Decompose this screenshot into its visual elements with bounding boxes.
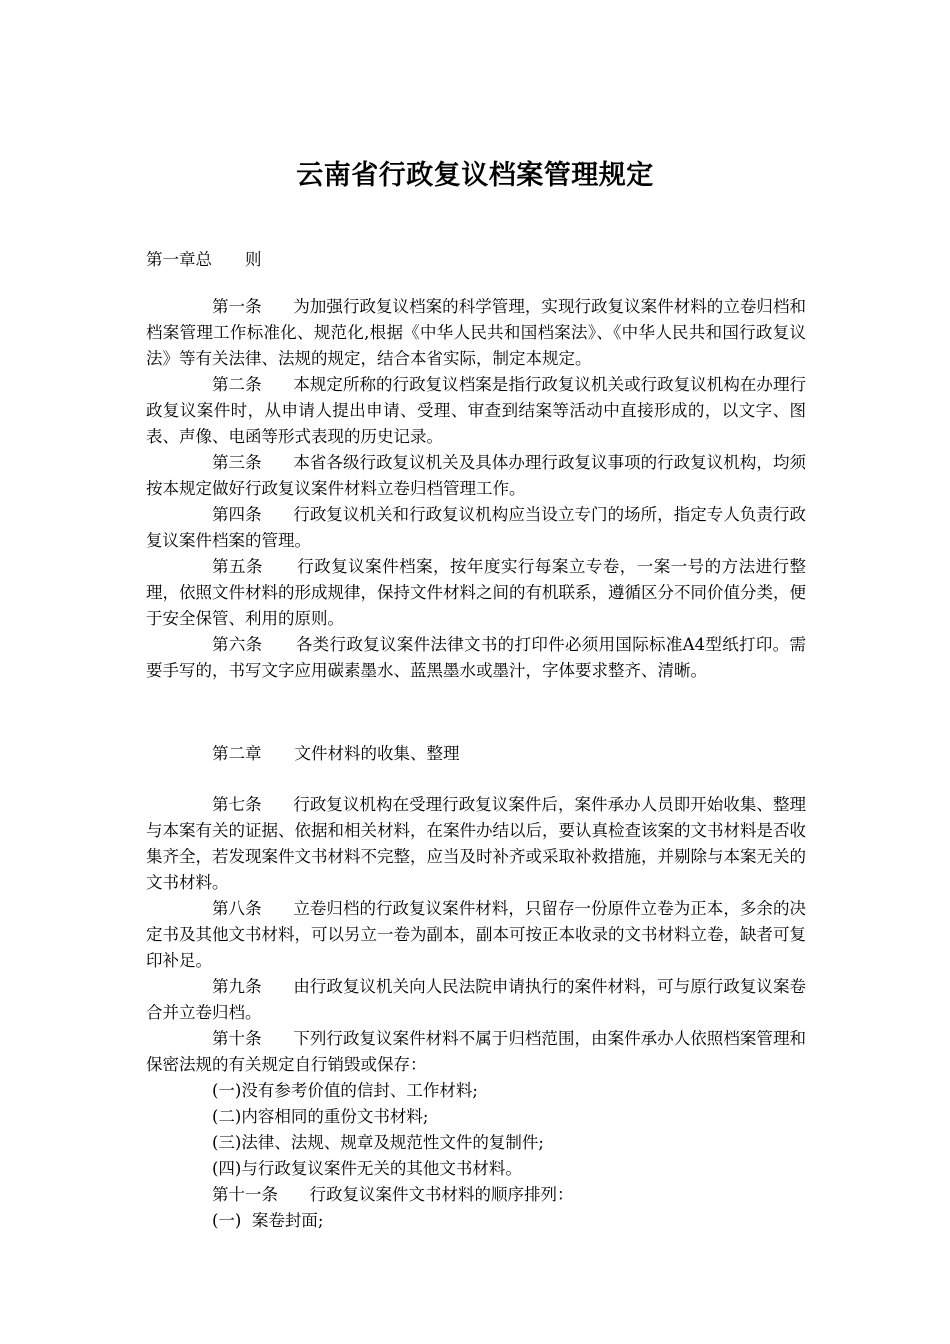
article-text: 下列行政复议案件材料不属于归档范围，由案件承办人依照档案管理和保密法规的有关规定自行销毁或保存： bbox=[146, 1029, 806, 1074]
article-label: 第四条 bbox=[212, 505, 262, 524]
article-1 bbox=[146, 294, 806, 372]
article-text: 立卷归档的行政复议案件材料，只留存一份原件立卷为正本，多余的决定书及其他文书材料，可以另立一卷为副本，副本可按正本收录的文书材料立卷，缺者可复印补足。 bbox=[146, 899, 806, 970]
chapter-heading-2: 第二章 文件材料的收集、整理 bbox=[212, 744, 460, 763]
article-11 bbox=[146, 1182, 806, 1208]
article-text: 为加强行政复议档案的科学管理，实现行政复议案件材料的立卷归档和档案管理工作标准化、规范化,根据《中华人民共和国档案法》、《中华人民共和国行政复议法》等有关法律、法规的规定，结合本省实际，制定本规定。 bbox=[146, 297, 806, 368]
article-label: 第六条 bbox=[212, 635, 263, 654]
article-label: 第一条 bbox=[212, 297, 262, 316]
article-label: 第十条 bbox=[212, 1029, 262, 1048]
article-7 bbox=[146, 792, 806, 896]
article-5 bbox=[146, 554, 806, 632]
article-text: 行政复议机关和行政复议机构应当设立专门的场所，指定专人负责行政复议案件档案的管理。 bbox=[146, 505, 806, 550]
article-9 bbox=[146, 974, 806, 1026]
article-label: 第二条 bbox=[212, 375, 262, 394]
article-3 bbox=[146, 450, 806, 502]
article-text: 行政复议案件文书材料的顺序排列： bbox=[309, 1185, 574, 1204]
article-label: 第八条 bbox=[212, 899, 262, 918]
article-text: 各类行政复议案件法律文书的打印件必须用国际标准A4型纸打印。需要手写的，书写文字应用碳素墨水、蓝黑墨水或墨汁，字体要求整齐、清晰。 bbox=[146, 635, 807, 680]
article-text: 本规定所称的行政复议档案是指行政复议机关或行政复议机构在办理行政复议案件时，从申请人提出申请、受理、审查到结案等活动中直接形成的，以文字、图表、声像、电函等形式表现的历史记录。 bbox=[146, 375, 806, 446]
list-item: (四)与行政复议案件无关的其他文书材料。 bbox=[212, 1159, 522, 1178]
article-4 bbox=[146, 502, 806, 554]
article-10 bbox=[146, 1026, 806, 1078]
article-text: 行政复议案件档案，按年度实行每案立专卷，一案一号的方法进行整理，依照文件材料的形成规律，保持文件材料之间的有机联系，遵循区分不同价值分类，便于安全保管、利用的原则。 bbox=[146, 557, 807, 628]
article-text: 由行政复议机关向人民法院申请执行的案件材料，可与原行政复议案卷合并立卷归档。 bbox=[146, 977, 806, 1022]
article-label: 第十一条 bbox=[212, 1185, 278, 1204]
list-item: (二)内容相同的重份文书材料; bbox=[212, 1107, 429, 1126]
article-text: 行政复议机构在受理行政复议案件后，案件承办人员即开始收集、整理与本案有关的证据、依据和相关材料，在案件办结以后，要认真检查该案的文书材料是否收集齐全，若发现案件文书材料不完整，应当及时补齐或采取补救措施，并剔除与本案无关的文书材料。 bbox=[146, 795, 806, 892]
chapter-1-body bbox=[146, 294, 806, 684]
chapter-heading-1: 第一章总 则 bbox=[146, 250, 262, 269]
article-label: 第三条 bbox=[212, 453, 262, 472]
article-text: 本省各级行政复议机关及具体办理行政复议事项的行政复议机构，均须按本规定做好行政复议案件材料立卷归档管理工作。 bbox=[146, 453, 806, 498]
article-8 bbox=[146, 896, 806, 974]
article-2 bbox=[146, 372, 806, 450]
chapter-2-body bbox=[146, 792, 806, 1234]
article-label: 第九条 bbox=[212, 977, 262, 996]
list-item: (三)法律、法规、规章及规范性文件的复制件; bbox=[212, 1133, 544, 1152]
article-6 bbox=[146, 632, 806, 684]
article-label: 第五条 bbox=[212, 557, 263, 576]
article-label: 第七条 bbox=[212, 795, 262, 814]
list-item: (一) 案卷封面; bbox=[212, 1211, 324, 1230]
list-item: (一)没有参考价值的信封、工作材料; bbox=[212, 1081, 478, 1100]
document-title: 云南省行政复议档案管理规定 bbox=[296, 160, 654, 191]
